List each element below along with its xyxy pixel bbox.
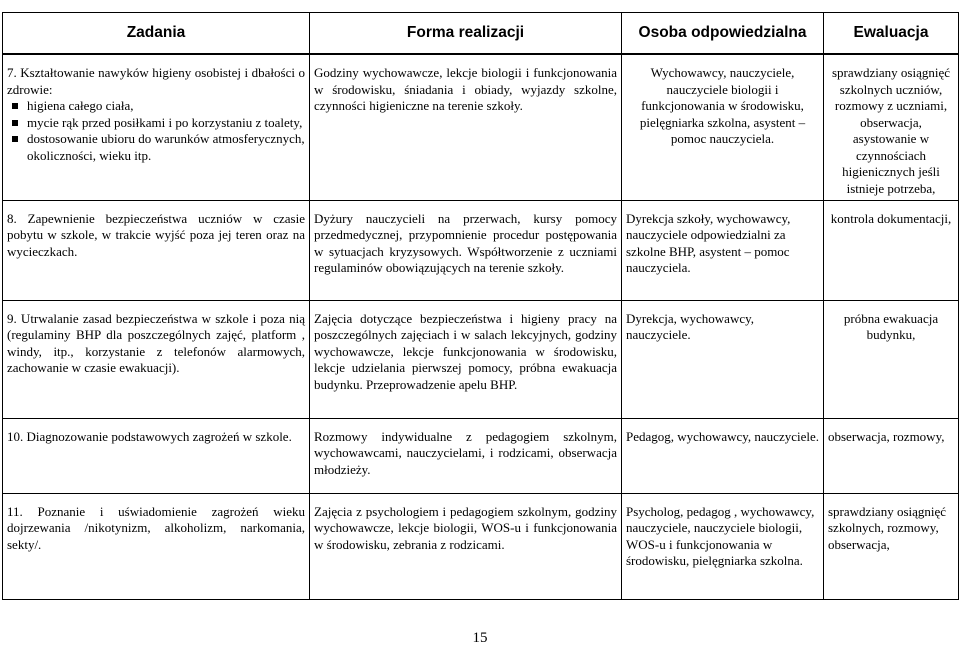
- page-number: 15: [472, 630, 488, 646]
- header-form: Forma realizacji: [310, 13, 622, 55]
- responsible-cell: Pedagog, wychowawcy, nauczyciele.: [622, 418, 824, 493]
- evaluation-cell: kontrola dokumentacji,: [824, 200, 959, 300]
- task-cell: [3, 54, 310, 200]
- header-responsible: Osoba odpowiedzialna: [622, 13, 824, 55]
- task-cell: 8. Zapewnienie bezpieczeństwa uczniów w czasie pobytu w szkole, w trakcie wyjść poza jej teren oraz na wycieczkach.: [3, 200, 310, 300]
- table-row: [3, 300, 959, 418]
- list-item: higiena całego ciała,: [7, 98, 305, 115]
- form-cell: Rozmowy indywidualne z pedagogiem szkolnym, wychowawcami, nauczycielami, i rodzicami, obserwacja młodzieży.: [310, 418, 622, 493]
- evaluation-cell: sprawdziany osiągnięć szkolnych, rozmowy, obserwacja,: [824, 493, 959, 599]
- task-cell: 9. Utrwalanie zasad bezpieczeństwa w szkole i poza nią (regulaminy BHP dla poszczególnych zajęć, platform , windy, itp., korzystanie z telefonów alarmowych, zachowanie w czasie ewakuacji).: [3, 300, 310, 418]
- header-row: [3, 13, 959, 55]
- form-cell: Zajęcia dotyczące bezpieczeństwa i higieny pracy na poszczególnych zajęciach i w salach lekcyjnych, godziny wychowawcze, lekcje funkcjonowania w środowisku, lekcje udzielania pierwszej pomocy, próbna ewakuacja budynku. Przeprowadzenie apelu BHP.: [310, 300, 622, 418]
- task-bullet-list: [7, 98, 305, 164]
- responsible-cell: Dyrekcja szkoły, wychowawcy, nauczyciele odpowiedzialni za szkolne BHP, asystent – pomoc nauczyciela.: [622, 200, 824, 300]
- evaluation-cell: sprawdziany osiągnięć szkolnych uczniów, rozmowy z uczniami, obserwacja, asystowanie w czynnościach higienicznych jeśli istnieje potrzeba,: [824, 54, 959, 200]
- task-text: 7. Kształtowanie nawyków higieny osobistej i dbałości o zdrowie:: [7, 65, 305, 97]
- task-cell: 10. Diagnozowanie podstawowych zagrożeń w szkole.: [3, 418, 310, 493]
- form-cell: Zajęcia z psychologiem i pedagogiem szkolnym, godziny wychowawcze, lekcje biologii, WOS-u i funkcjonowania w środowisku, zebrania z rodzicami.: [310, 493, 622, 599]
- form-cell: Godziny wychowawcze, lekcje biologii i funkcjonowania w środowisku, śniadania i obiady, wyjazdy szkolne, czynności higieniczne na terenie szkoły.: [310, 54, 622, 200]
- list-item: mycie rąk przed posiłkami i po korzystaniu z toalety,: [7, 115, 305, 132]
- form-cell: Dyżury nauczycieli na przerwach, kursy pomocy przedmedycznej, przypomnienie procedur postępowania w sytuacjach kryzysowych. Współtworzenie z uczniami regulaminów obowiązujących na terenie szkoły.: [310, 200, 622, 300]
- table-row: [3, 54, 959, 200]
- table-row: [3, 200, 959, 300]
- evaluation-cell: próbna ewakuacja budynku,: [824, 300, 959, 418]
- responsible-cell: Dyrekcja, wychowawcy, nauczyciele.: [622, 300, 824, 418]
- evaluation-cell: obserwacja, rozmowy,: [824, 418, 959, 493]
- header-tasks: Zadania: [3, 13, 310, 55]
- table-row: [3, 493, 959, 599]
- header-evaluation: Ewaluacja: [824, 13, 959, 55]
- table-row: [3, 418, 959, 493]
- plan-table: [2, 12, 959, 600]
- responsible-cell: Wychowawcy, nauczyciele, nauczyciele biologii i funkcjonowania w środowisku, pielęgniarka szkolna, asystent – pomoc nauczyciela.: [622, 54, 824, 200]
- task-cell: 11. Poznanie i uświadomienie zagrożeń wieku dojrzewania /nikotynizm, alkoholizm, narkomania, sekty/.: [3, 493, 310, 599]
- responsible-cell: Psycholog, pedagog , wychowawcy, nauczyciele, nauczyciele biologii, WOS-u i funkcjonowania w środowisku, pielęgniarka szkolna.: [622, 493, 824, 599]
- list-item: dostosowanie ubioru do warunków atmosferycznych, okoliczności, wieku itp.: [7, 131, 305, 164]
